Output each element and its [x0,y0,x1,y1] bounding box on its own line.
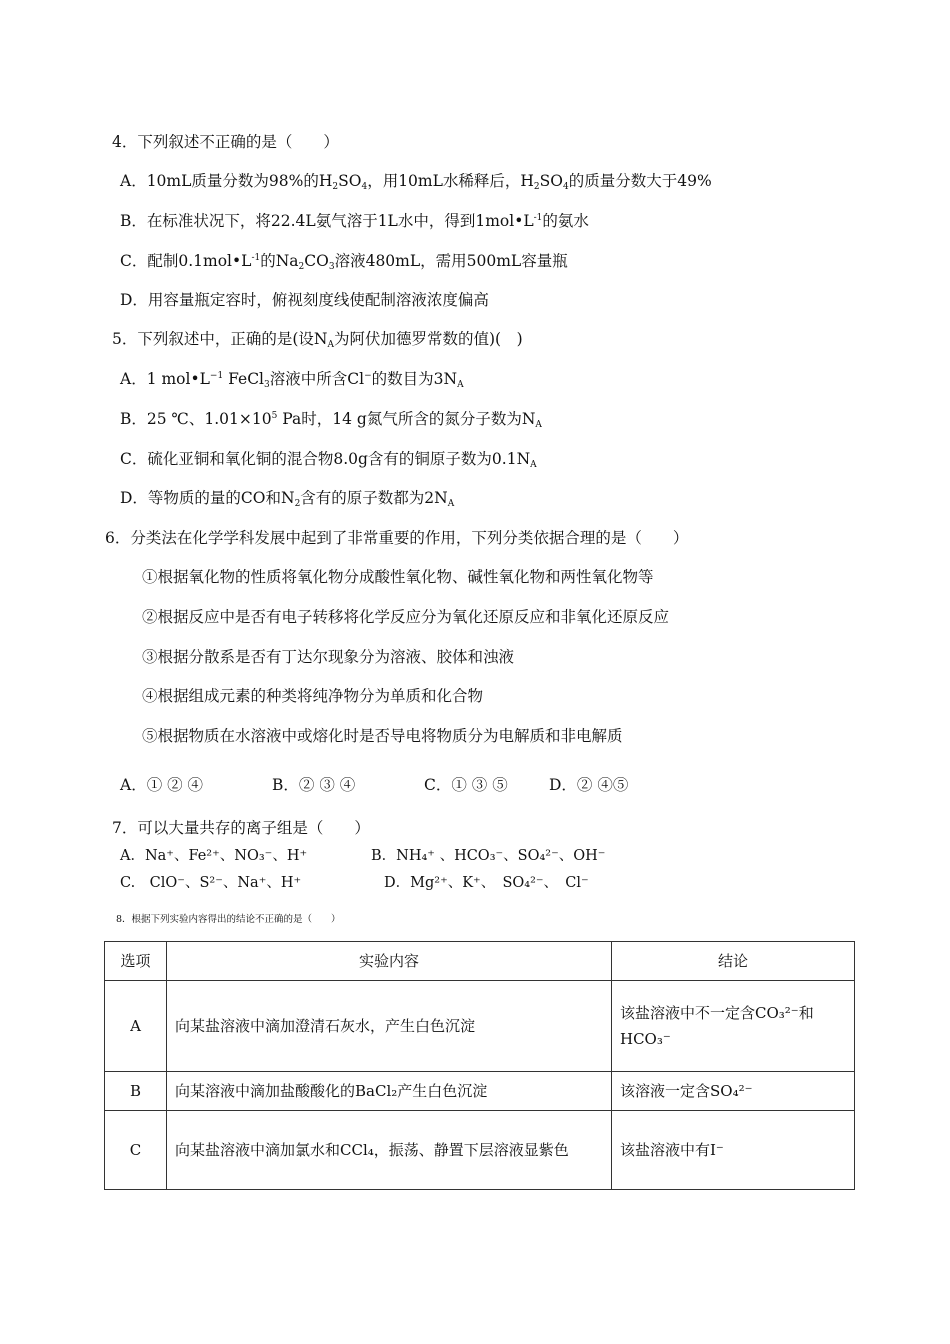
header-option: 选项 [105,942,167,981]
q6-item-3: ③根据分散系是否有丁达尔现象分为溶液、胶体和浊液 [142,648,515,666]
q7-option-a: A．Na⁺、Fe²⁺、NO₃⁻、H⁺ [120,848,308,864]
row-a-conclusion: 该盐溶液中不一定含CO₃²⁻和 HCO₃⁻ [612,981,855,1072]
table-row [105,1072,855,1111]
experiment-table [104,941,855,1190]
q6-item-2: ②根据反应中是否有电子转移将化学反应分为氧化还原反应和非氧化还原反应 [142,608,670,626]
row-c-conclusion: 该盐溶液中有I⁻ [612,1111,855,1190]
q5-option-d: D．等物质的量的CO和$N_2$含有的原子数都为$2N_A$ [120,489,455,509]
q5-option-a: A．1 $mol•L^{-1}$ FeCl$_3$溶液中所含Cl−的数目为$3N_A$ [120,370,464,390]
q4-option-d: D．用容量瓶定容时，俯视刻度线使配制溶液浓度偏高 [120,291,489,309]
header-conclusion: 结论 [612,942,855,981]
q4-option-b: B．在标准状况下，将22.4L氨气溶于1L水中，得到$1mol•L^{-1}$的氨水 [120,212,589,230]
header-content: 实验内容 [167,942,612,981]
q6-option-a: A．① ② ④ [120,776,204,794]
q6-item-5: ⑤根据物质在水溶液中或熔化时是否导电将物质分为电解质和非电解质 [142,727,623,745]
q7-option-b: B．NH₄⁺ 、HCO₃⁻、SO₄²⁻、OH⁻ [371,848,606,864]
row-b-content: 向某溶液中滴加盐酸酸化的BaCl₂产生白色沉淀 [167,1072,612,1111]
q4-option-c: C．配制$0.1mol•L^{-1}$的$Na_2CO_3$溶液480mL，需用500mL容量瓶 [120,252,568,272]
row-a-option: A [105,981,167,1072]
q6-item-4: ④根据组成元素的种类将纯净物分为单质和化合物 [142,687,484,705]
row-c-option: C [105,1111,167,1190]
q7-option-c: C. ClO⁻、S²⁻、Na⁺、H⁺ [120,875,302,891]
table-header-row [105,942,855,981]
q7-stem: 7．可以大量共存的离子组是（ ） [112,819,370,837]
q5-option-c: C．硫化亚铜和氧化铜的混合物8.0g含有的铜原子数为$0.1N_A$ [120,450,537,470]
q5-stem: 5．下列叙述中，正确的是(设$N_A$为阿伏加德罗常数的值)( ) [112,330,523,350]
row-a-content: 向某盐溶液中滴加澄清石灰水，产生白色沉淀 [167,981,612,1072]
q6-option-c: C．① ③ ⑤ [424,776,508,794]
q5-option-b: B．25 ℃、$1.01\times 10^5$ Pa时，14 g氮气所含的氮分子数为$N_A$ [120,410,542,430]
q4-stem: 4．下列叙述不正确的是（ ） [112,133,339,151]
row-b-conclusion: 该溶液一定含SO₄²⁻ [612,1072,855,1111]
q6-stem: 6．分类法在化学学科发展中起到了非常重要的作用，下列分类依据合理的是（ ） [105,529,689,547]
q8-stem: 8．根据下列实验内容得出的结论不正确的是（ ） [116,914,341,925]
q4-option-a: A．10mL质量分数为98%的$H_2SO_4$，用10mL水稀释后，$H_2SO_4$的质量分数大于49% [120,172,712,192]
q6-option-b: B．② ③ ④ [272,776,356,794]
q6-item-1: ①根据氧化物的性质将氧化物分成酸性氧化物、碱性氧化物和两性氧化物等 [142,568,654,586]
table-row [105,981,855,1072]
q7-option-d: D．Mg²⁺、K⁺、 SO₄²⁻、 Cl⁻ [384,875,589,891]
table-row [105,1111,855,1190]
q6-option-d: D．② ④⑤ [549,776,629,794]
row-b-option: B [105,1072,167,1111]
row-c-content: 向某盐溶液中滴加氯水和CCl₄，振荡、静置下层溶液显紫色 [167,1111,612,1190]
